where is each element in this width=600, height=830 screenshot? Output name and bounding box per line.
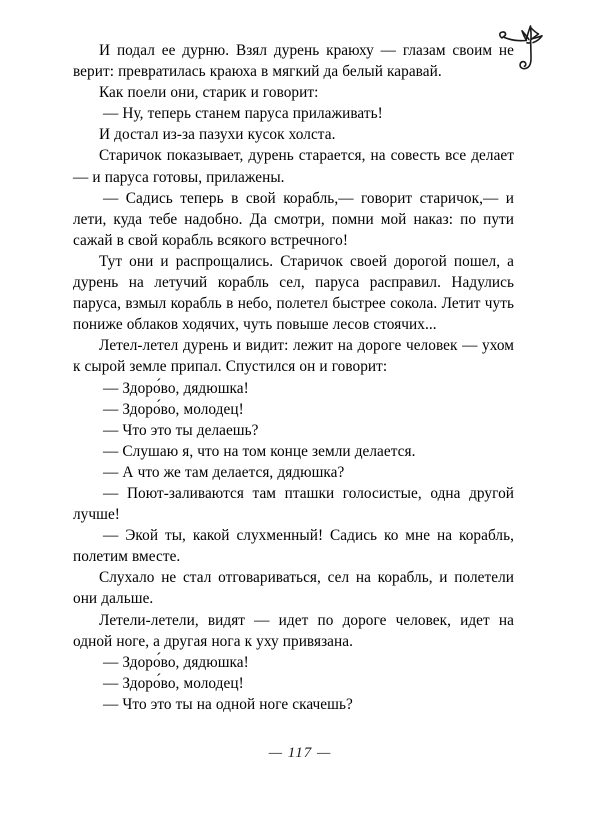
- dialogue-paragraph: — Поют-заливаются там пташки голосистые, одна другой лучше!: [73, 484, 514, 524]
- dialogue-paragraph: — Что это ты на одной ноге скачешь?: [103, 695, 353, 713]
- page-text-body: [73, 40, 514, 715]
- narrative-paragraph: Старичок показывает, дурень старается, на совесть все делает — и паруса готовы, прилажены.: [73, 147, 514, 186]
- narrative-paragraph: Как поели они, старик и говорит:: [99, 84, 319, 102]
- dialogue-paragraph: — Здоро́во, молодец!: [103, 674, 244, 692]
- dialogue-paragraph: — Экой ты, какой слухменный! Садись ко мне на корабль, полетим вместе.: [73, 527, 514, 566]
- dialogue-paragraph: — Здоро́во, дядюшка!: [103, 653, 249, 671]
- dialogue-paragraph: — А что же там делается, дядюшка?: [103, 463, 345, 481]
- dialogue-paragraph: — Что это ты делаешь?: [103, 421, 259, 439]
- narrative-paragraph: И достал из-за пазухи кусок холста.: [99, 126, 336, 144]
- narrative-paragraph: Летел-летел дурень и видит: лежит на дороге человек — ухом к сырой земле припал. Спустился он и говорит:: [73, 337, 514, 376]
- narrative-paragraph: Летели-летели, видят — идет по дороге человек, идет на одной ноге, а другая нога к уху привязана.: [73, 611, 514, 650]
- dialogue-paragraph: — Слушаю я, что на том конце земли делается.: [103, 442, 416, 460]
- dialogue-paragraph: — Садись теперь в свой корабль,— говорит старичок,— и лети, куда тебе надобно. Да смотри, помни мой наказ: по пути сажай в свой корабль всякого встречного!: [73, 189, 514, 249]
- dialogue-paragraph: — Здоро́во, молодец!: [103, 400, 244, 418]
- narrative-paragraph: Слухало не стал отговариваться, сел на корабль, и полетели они дальше.: [73, 569, 514, 608]
- narrative-paragraph: Тут они и распрощались. Старичок своей дорогой пошел, а дурень на летучий корабль сел, паруса расправил. Надулись паруса, взмыл корабль в небо, полетел быстрее сокола. Летит чуть пониже облаков ходячих, чуть повыше лесов стоячих...: [73, 252, 514, 334]
- page-number: — 117 —: [268, 745, 332, 761]
- dialogue-paragraph: — Ну, теперь станем паруса прилаживать!: [103, 105, 383, 123]
- narrative-paragraph: И подал ее дурню. Взял дурень краюху — глазам своим не верит: превратилась краюха в мягкий да белый каравай.: [73, 42, 514, 81]
- dialogue-paragraph: — Здоро́во, дядюшка!: [103, 379, 249, 397]
